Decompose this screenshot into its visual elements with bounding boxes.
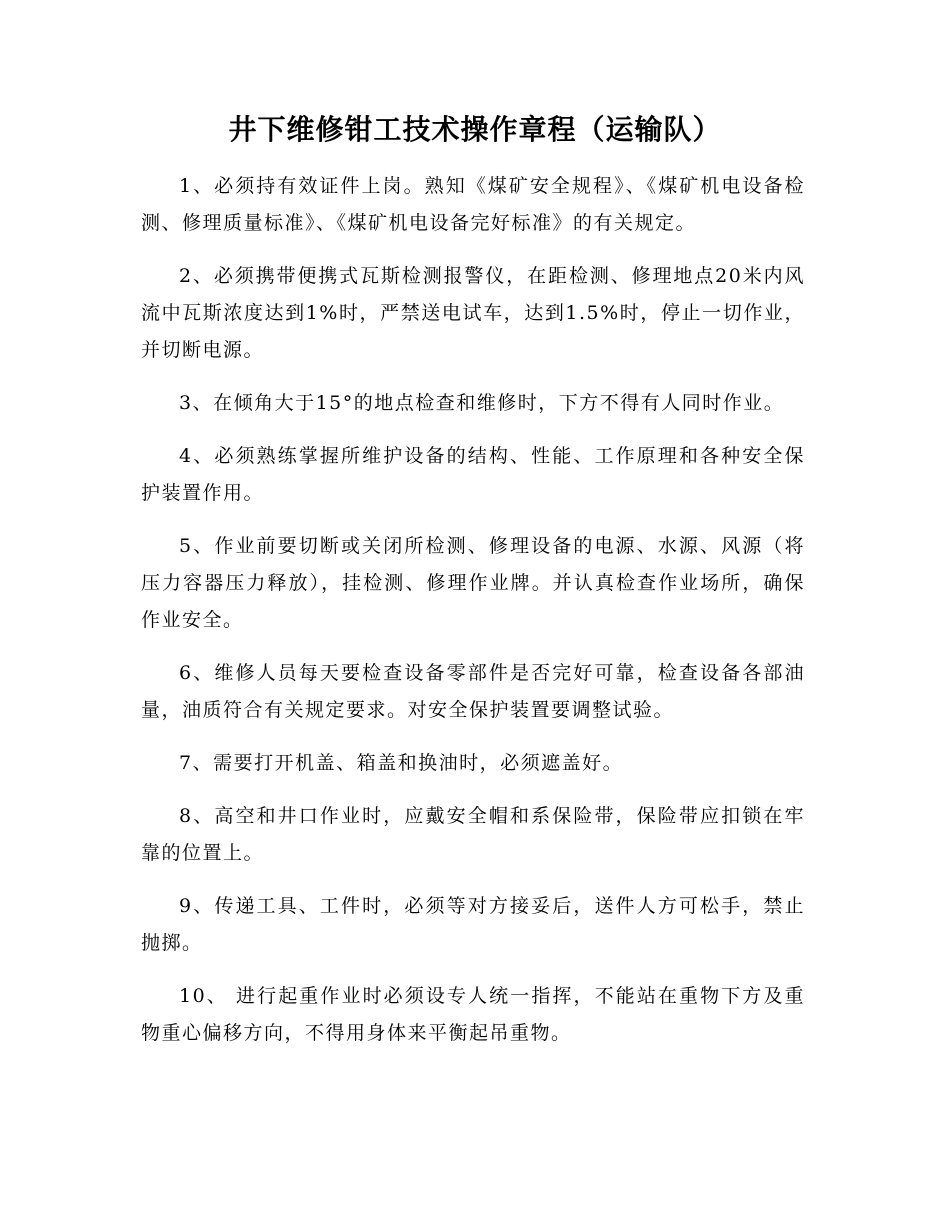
rule-paragraph-10: 10、 进行起重作业时必须设专人统一指挥，不能站在重物下方及重物重心偏移方向，不得用身体来平衡起吊重物。	[141, 985, 805, 1044]
rule-paragraph-6: 6、维修人员每天要检查设备零部件是否完好可靠，检查设备各部油量，油质符合有关规定要求。对安全保护装置要调整试验。	[141, 662, 805, 721]
rule-paragraph-2: 2、必须携带便携式瓦斯检测报警仪，在距检测、修理地点20米内风流中瓦斯浓度达到1%时，严禁送电试车，达到1.5%时，停止一切作业，并切断电源。	[141, 265, 805, 361]
document-title: 井下维修钳工技术操作章程（运输队）	[228, 113, 722, 146]
rule-paragraph-3: 3、在倾角大于15°的地点检查和维修时，下方不得有人同时作业。	[179, 392, 785, 414]
rule-paragraph-1: 1、必须持有效证件上岗。熟知《煤矿安全规程》、《煤矿机电设备检测、修理质量标准》、《煤矿机电设备完好标准》的有关规定。	[141, 175, 805, 234]
rule-paragraph-5: 5、作业前要切断或关闭所检测、修理设备的电源、水源、风源（将压力容器压力释放），挂检测、修理作业牌。并认真检查作业场所，确保作业安全。	[141, 535, 805, 631]
rule-paragraph-8: 8、高空和井口作业时，应戴安全帽和系保险带，保险带应扣锁在牢靠的位置上。	[141, 805, 805, 864]
rule-paragraph-4: 4、必须熟练掌握所维护设备的结构、性能、工作原理和各种安全保护装置作用。	[141, 445, 805, 504]
rule-paragraph-7: 7、需要打开机盖、箱盖和换油时，必须遮盖好。	[179, 752, 624, 774]
rule-paragraph-9: 9、传递工具、工件时，必须等对方接妥后，送件人方可松手，禁止抛掷。	[141, 895, 805, 954]
document-body	[141, 168, 805, 1068]
